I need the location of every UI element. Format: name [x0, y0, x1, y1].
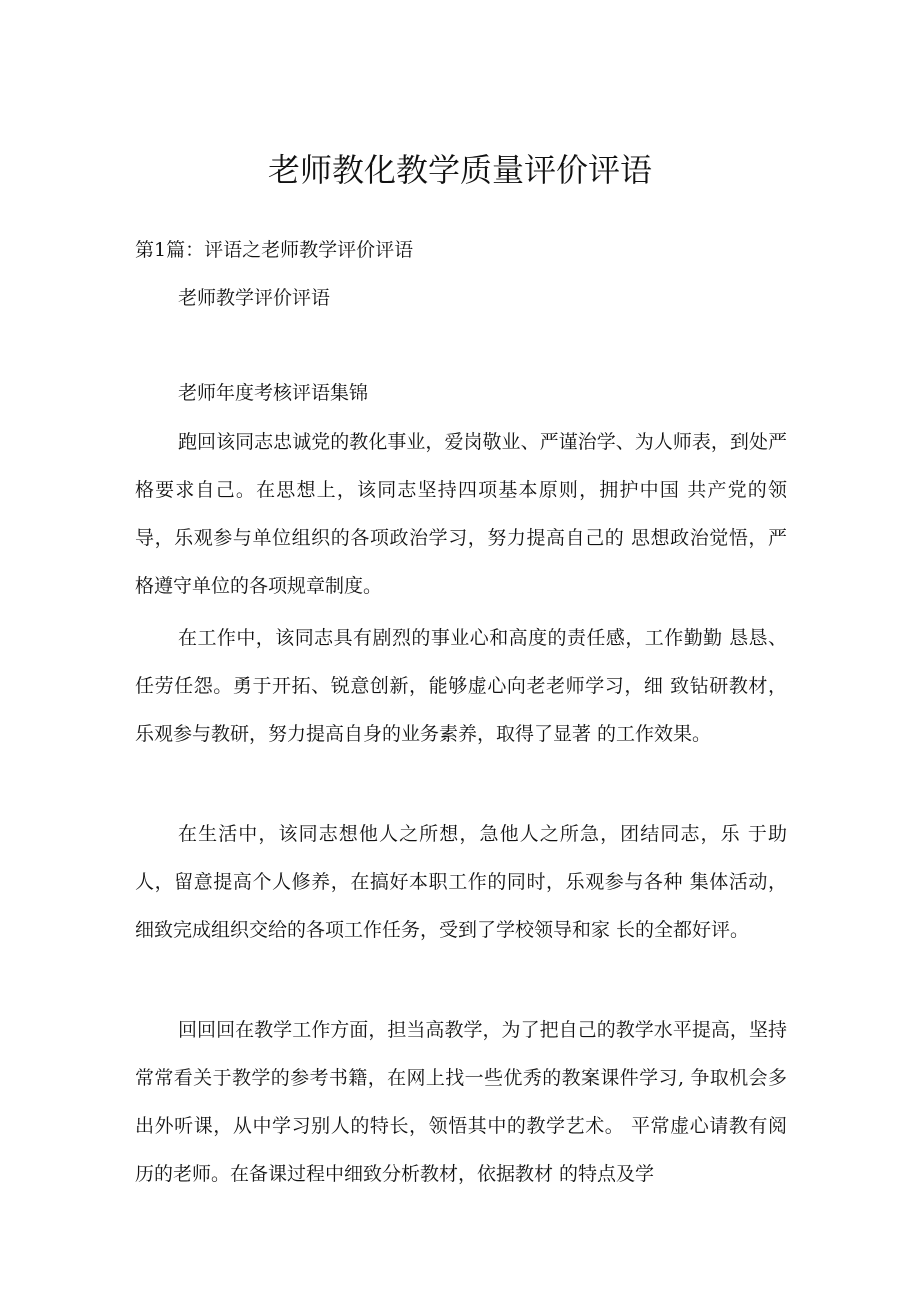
paragraph-work: 在工作中，该同志具有剧烈的事业心和高度的责任感，工作勤勤 恳恳、任劳任怨。勇于开拓、锐意创新，能够虚心向老老师学习，细 致钻研教材，乐观参与教研，努力提高自身的业务素养，取得了显著 的工作效果。 — [135, 627, 787, 745]
collection-heading: 老师年度考核评语集锦 — [178, 382, 369, 404]
section-heading: 第1篇：评语之老师教学评价评语 — [135, 239, 414, 261]
document-title: 老师教化教学质量评价评语 — [267, 151, 652, 189]
paragraph-life: 在生活中，该同志想他人之所想，急他人之所急，团结同志，乐 于助人，留意提高个人修养，在搞好本职工作的同时，乐观参与各种 集体活动，细致完成组织交给的各项工作任务，受到了学校领导和家 长的全都好评。 — [135, 823, 787, 941]
paragraph-loyalty: 跑回该同志忠诚党的教化事业，爱岗敬业、严谨治学、为人师表，到处严格要求自己。在思想上，该同志坚持四项基本原则，拥护中国 共产党的领导，乐观参与单位组织的各项政治学习，努力提高自己的 思想政治觉悟，严格遵守单位的各项规章制度。 — [135, 431, 787, 597]
subtitle: 老师教学评价评语 — [178, 287, 331, 309]
paragraph-teaching: 回回回在教学工作方面，担当高教学，为了把自己的教学水平提高，坚持常常看关于教学的参考书籍，在网上找一些优秀的教案课件学习, 争取机会多出外听课，从中学习别人的特长，领悟其中的教学艺术。 平常虚心请教有阅历的老师。在备课过程中细致分析教材，依据教材 的特点及学 — [135, 1019, 787, 1185]
